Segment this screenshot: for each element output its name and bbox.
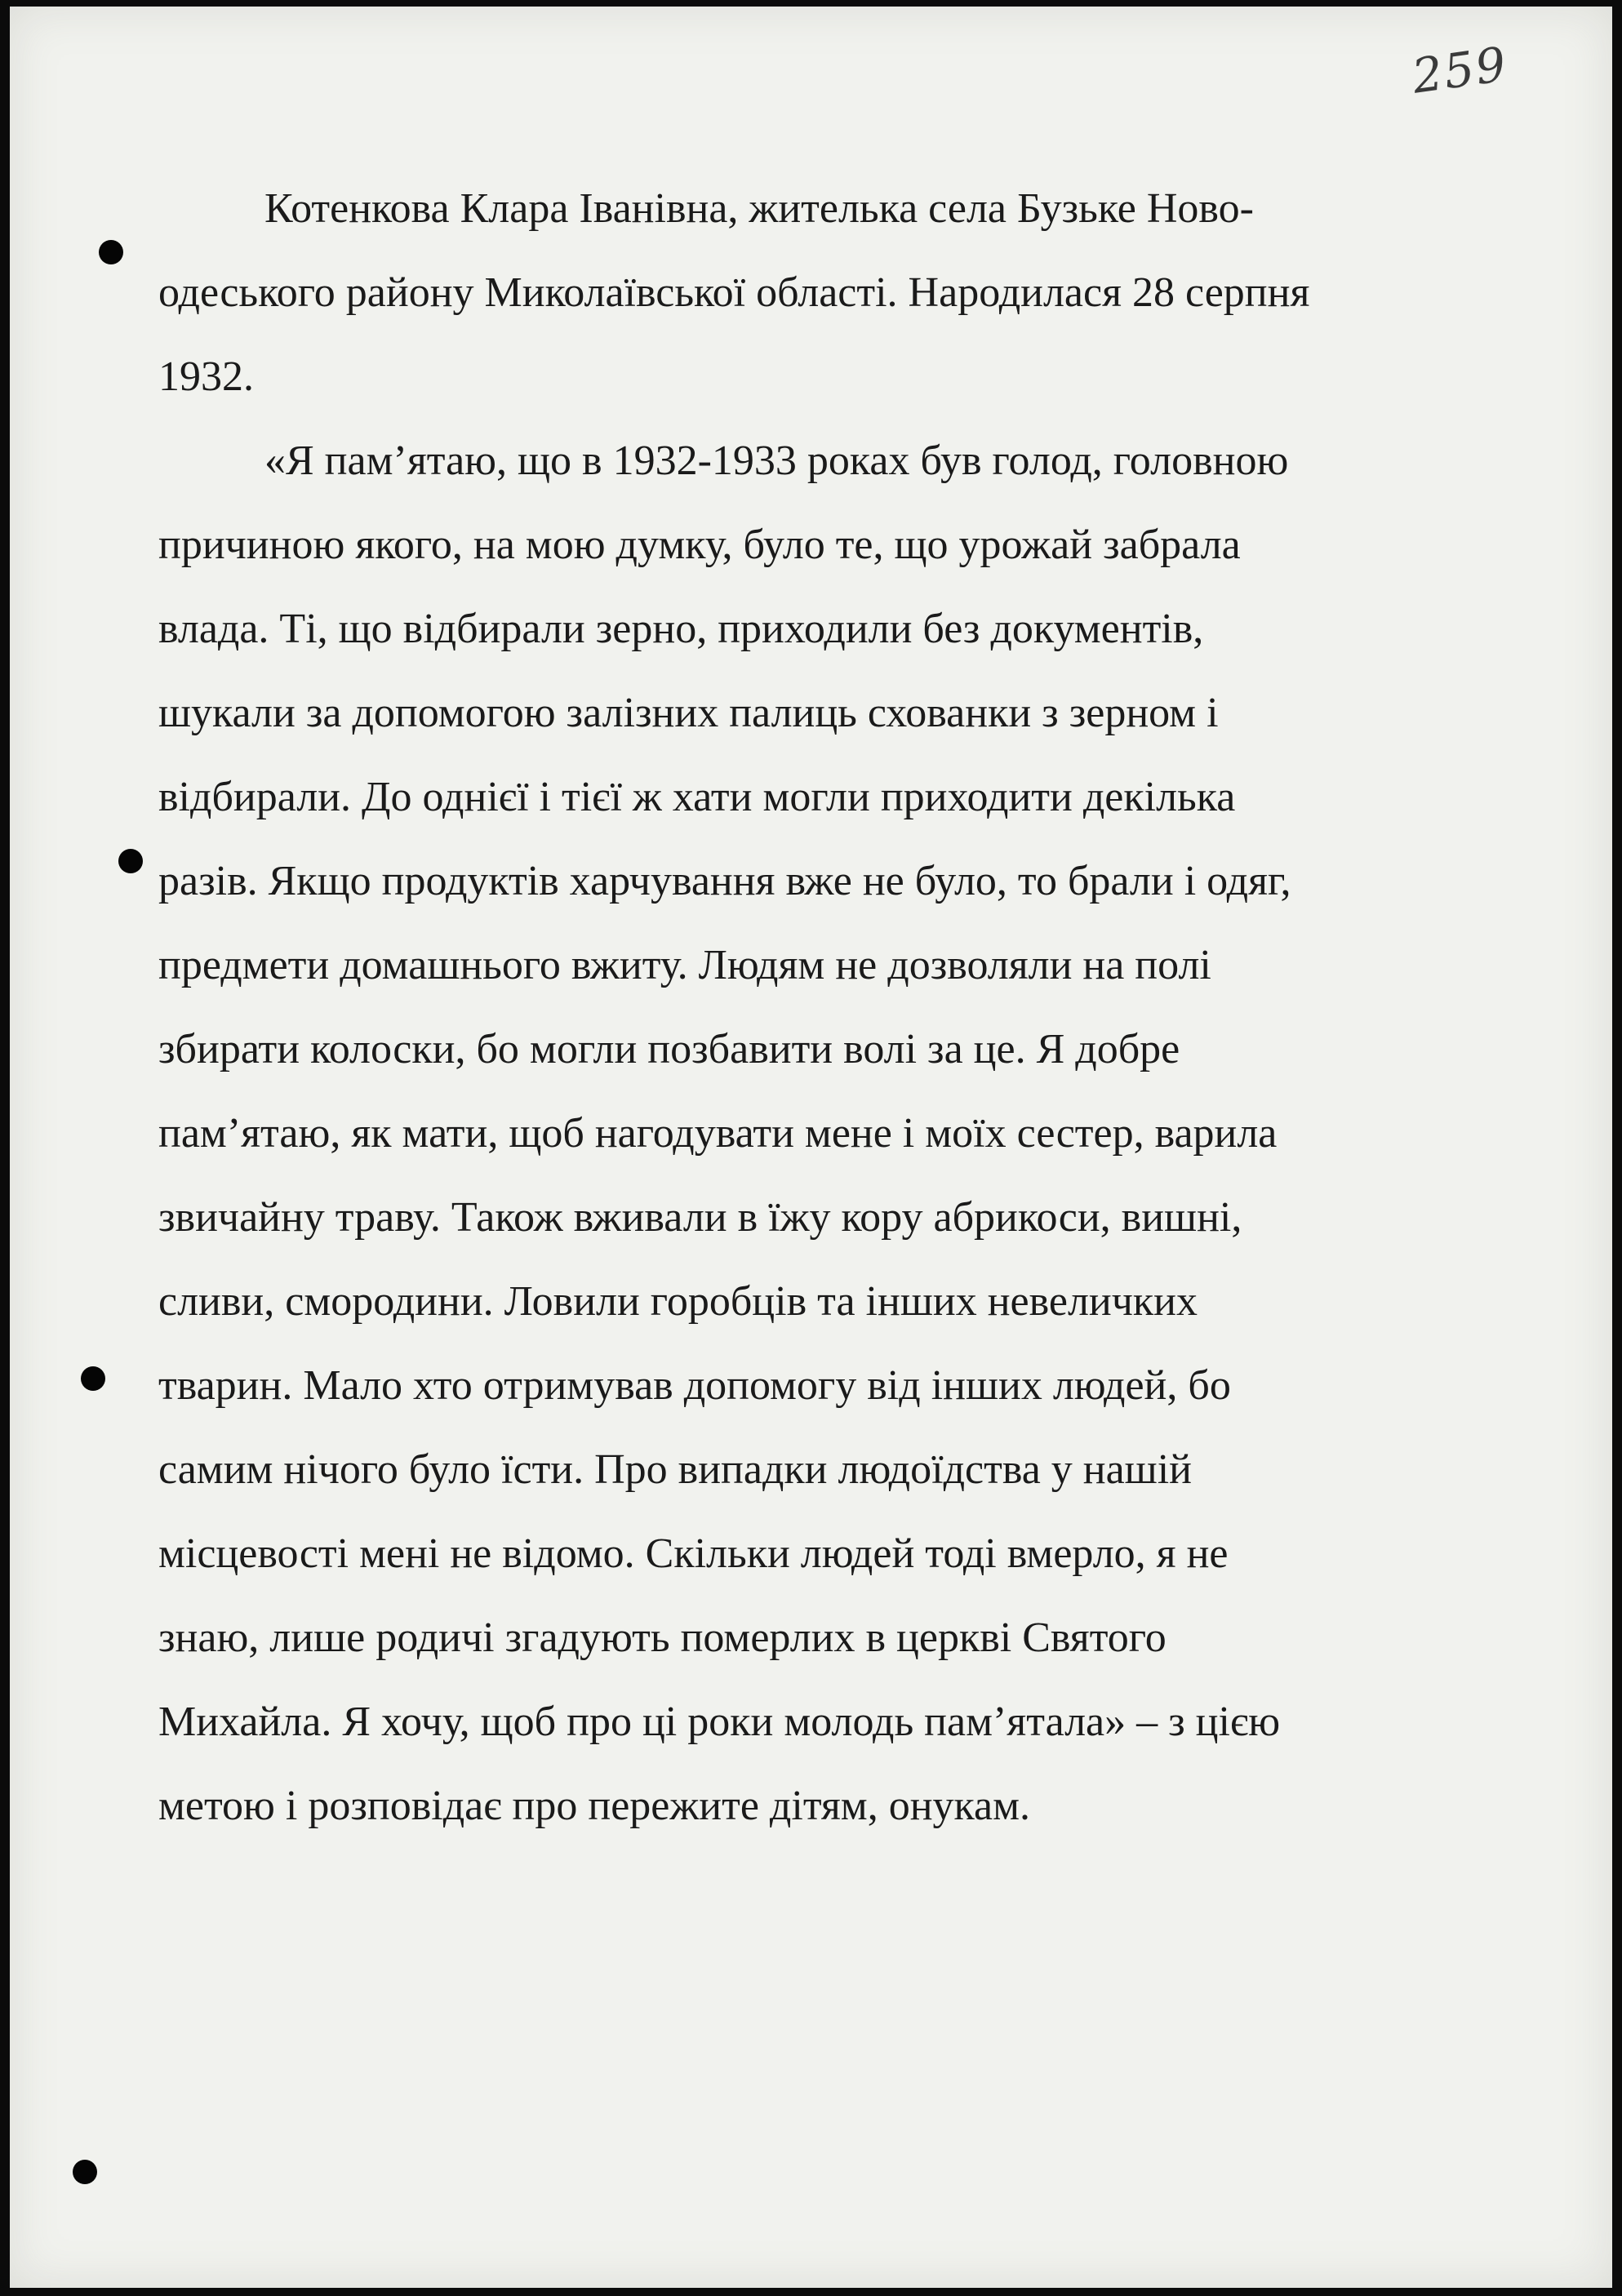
intro-paragraph <box>158 167 1530 419</box>
testimony-line: метою і розповідає про пережите дітям, онукам. <box>158 1783 1030 1829</box>
testimony-line: звичайну траву. Також вживали в їжу кору абрикоси, вишні, <box>158 1194 1242 1241</box>
punch-hole-3 <box>81 1366 105 1391</box>
testimony-paragraph <box>158 419 1530 1848</box>
testimony-line: Михайла. Я хочу, щоб про ці роки молодь пам’ятала» – з цією <box>158 1699 1281 1745</box>
testimony-line: разів. Якщо продуктів харчування вже не було, то брали і одяг, <box>158 858 1291 904</box>
punch-hole-4 <box>73 2160 97 2184</box>
testimony-line: пам’ятаю, як мати, щоб нагодувати мене і моїх сестер, варила <box>158 1110 1278 1157</box>
testimony-line: «Я пам’ятаю, що в 1932-1933 роках був голод, головною <box>264 437 1289 484</box>
handwritten-page-number: 259 <box>1408 36 1511 104</box>
testimony-line: сливи, смородини. Ловили горобців та інших невеличких <box>158 1278 1198 1325</box>
document-page <box>10 7 1612 2288</box>
intro-line: одеського району Миколаївської області. Народилася 28 серпня <box>158 269 1310 316</box>
testimony-line: причиною якого, на мою думку, було те, що урожай забрала <box>158 522 1241 568</box>
testimony-line: знаю, лише родичі згадують померлих в церкві Святого <box>158 1614 1167 1661</box>
testimony-line: тварин. Мало хто отримував допомогу від інших людей, бо <box>158 1362 1231 1409</box>
testimony-line: відбирали. До однієї і тієї ж хати могли приходити декілька <box>158 774 1236 820</box>
testimony-line: шукали за допомогою залізних палиць схованки з зерном і <box>158 690 1219 736</box>
testimony-line: предмети домашнього вжиту. Людям не дозволяли на полі <box>158 942 1211 988</box>
intro-line: 1932. <box>158 353 254 400</box>
document-body <box>158 167 1530 1848</box>
testimony-line: самим нічого було їсти. Про випадки людоїдства у нашій <box>158 1446 1193 1493</box>
testimony-line: збирати колоски, бо могли позбавити волі за це. Я добре <box>158 1026 1180 1073</box>
punch-hole-1 <box>99 240 123 264</box>
punch-hole-2 <box>118 849 143 873</box>
testimony-line: місцевості мені не відомо. Скільки людей тоді вмерло, я не <box>158 1530 1229 1577</box>
intro-line: Котенкова Клара Іванівна, жителька села Бузьке Ново- <box>264 185 1254 232</box>
testimony-line: влада. Ті, що відбирали зерно, приходили без документів, <box>158 606 1204 652</box>
